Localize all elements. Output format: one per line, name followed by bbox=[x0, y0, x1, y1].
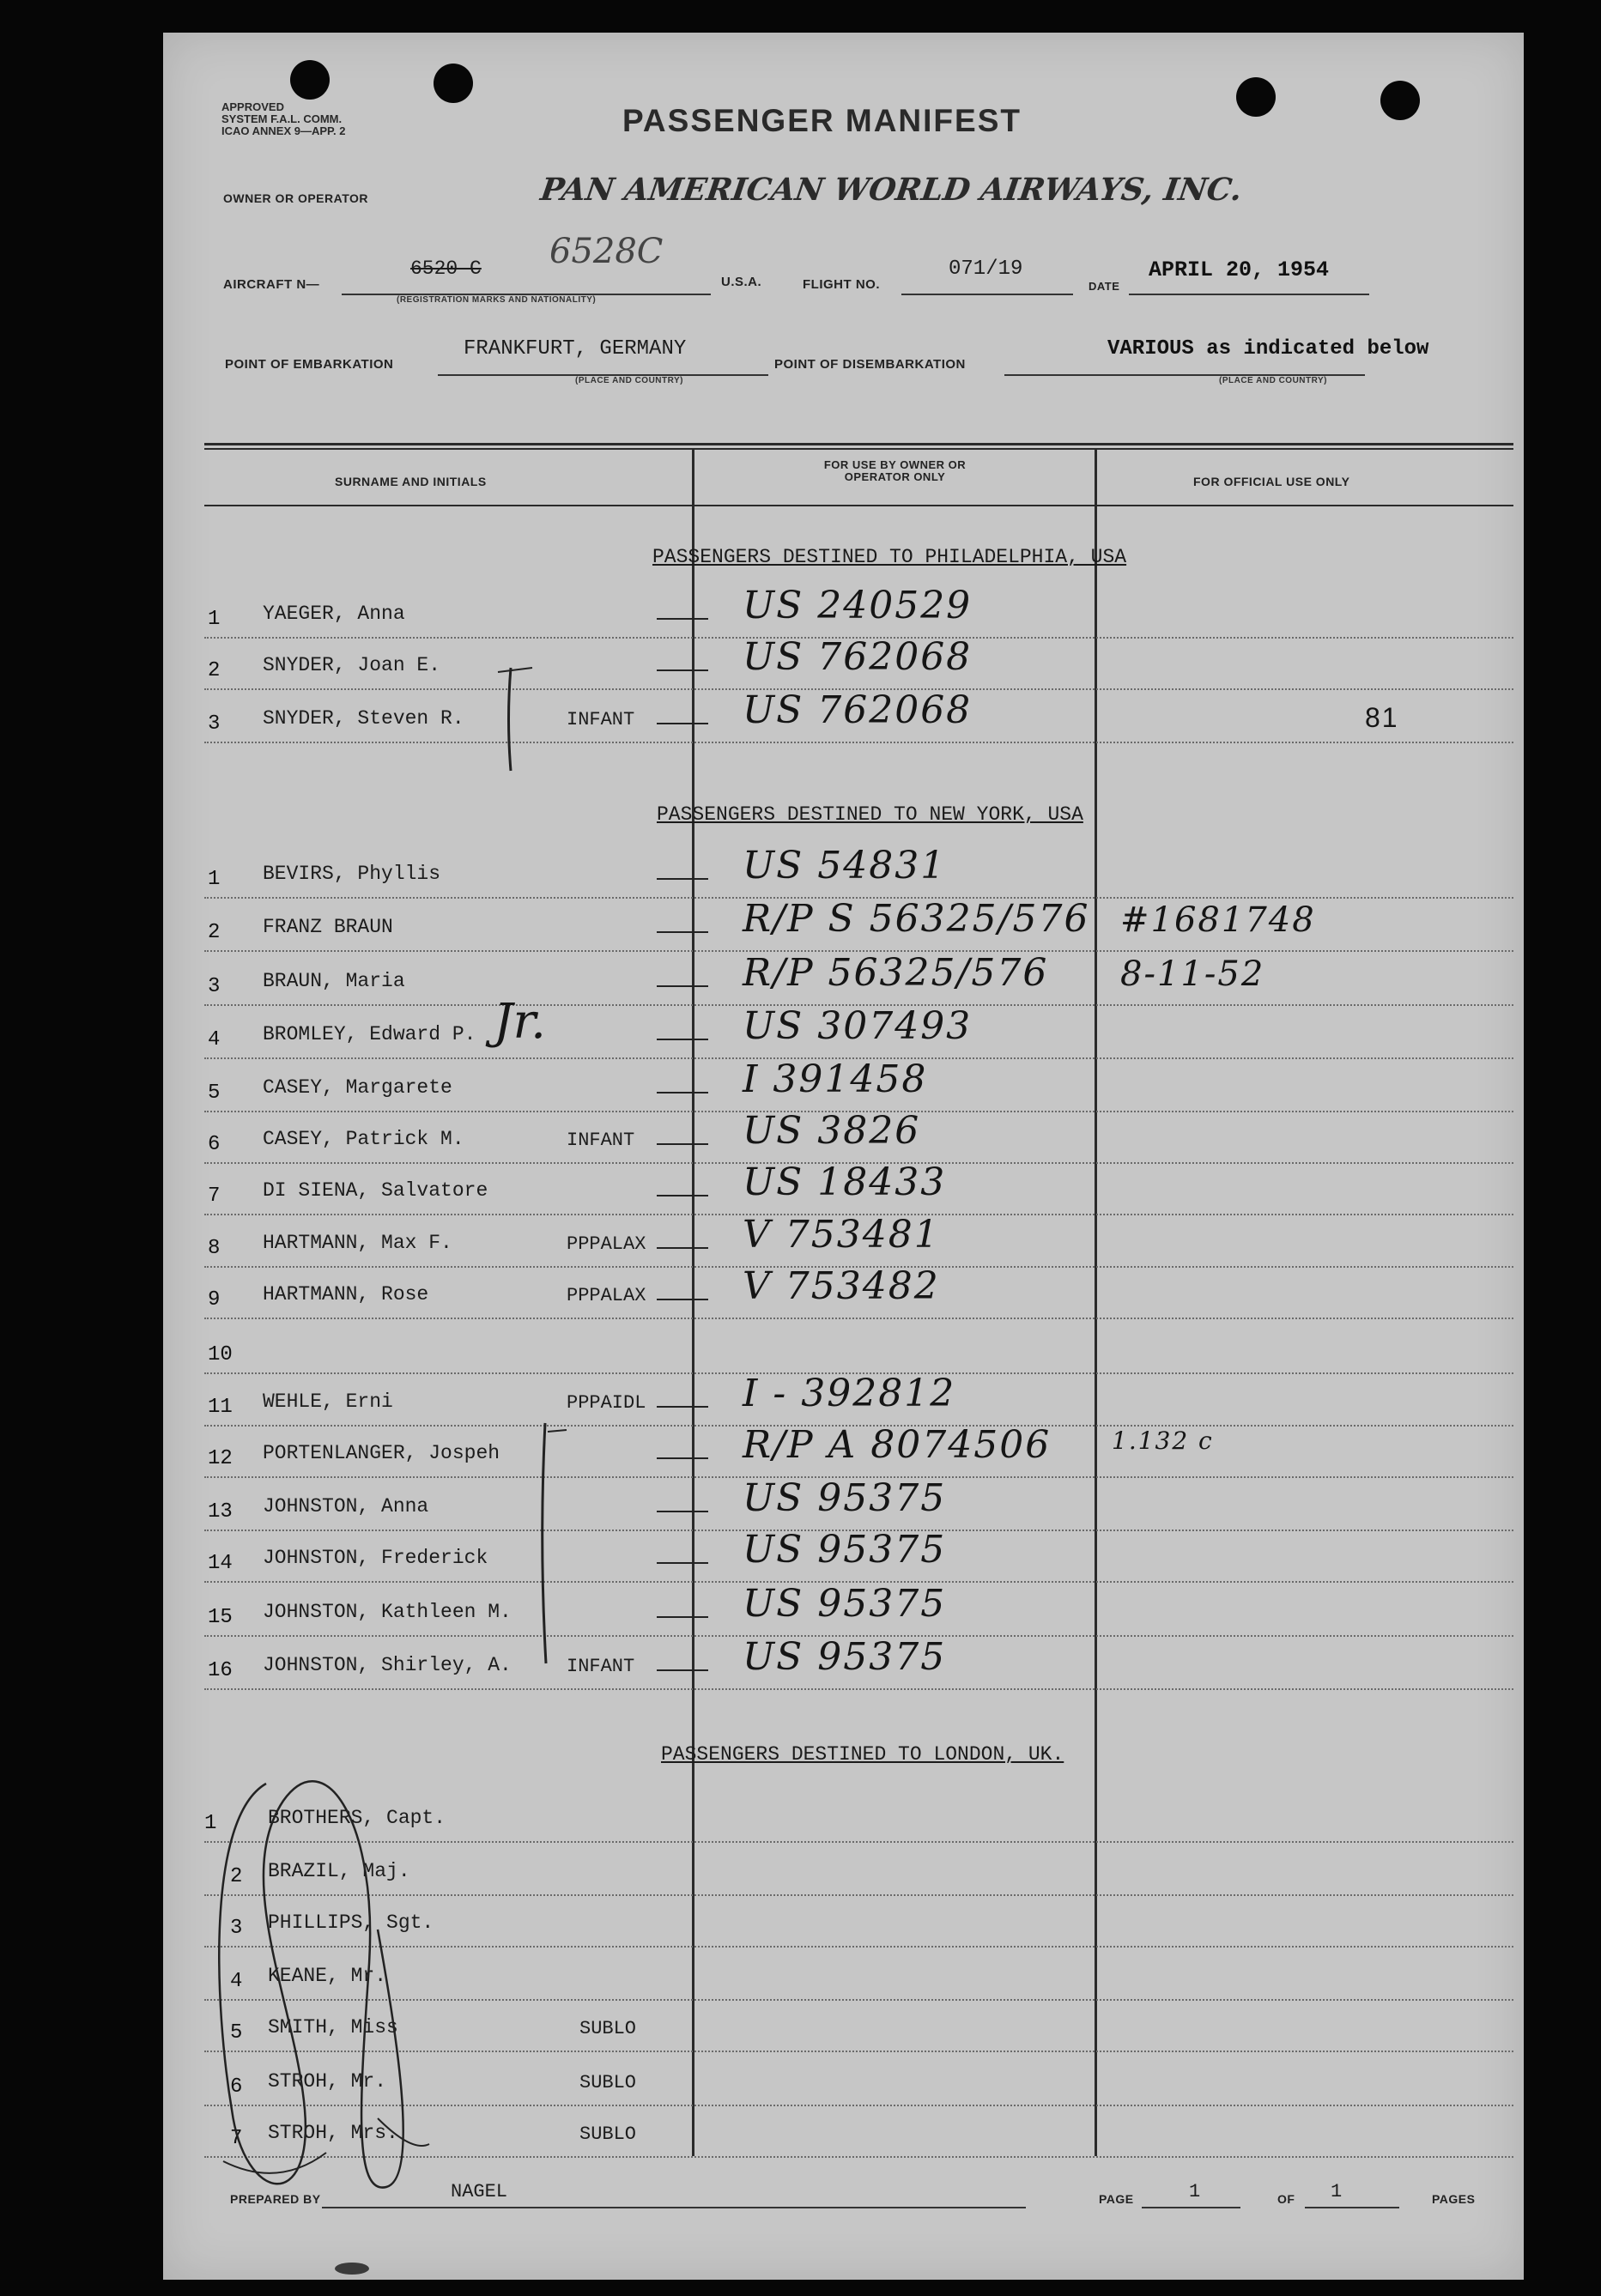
row-number: 3 bbox=[230, 1917, 243, 1940]
passenger-name: BROTHERS, Capt. bbox=[268, 1807, 446, 1829]
passenger-name: JOHNSTON, Kathleen M. bbox=[263, 1601, 512, 1623]
row-number: 14 bbox=[208, 1552, 233, 1575]
row-number: 10 bbox=[208, 1343, 233, 1366]
aircraft-struck-value: 6520 C bbox=[410, 257, 482, 280]
passenger-name: BRAZIL, Maj. bbox=[268, 1860, 410, 1882]
row-number: 1 bbox=[208, 868, 221, 891]
passenger-name: JOHNSTON, Anna bbox=[263, 1495, 429, 1518]
passenger-status: SUBLO bbox=[579, 2018, 637, 2039]
passenger-name: BRAUN, Maria bbox=[263, 970, 405, 992]
row-number: 9 bbox=[208, 1288, 221, 1312]
bromley-suffix: Jr. bbox=[494, 994, 546, 1050]
aircraft-caption: (REGISTRATION MARKS AND NATIONALITY) bbox=[397, 295, 597, 305]
row-number: 5 bbox=[230, 2021, 243, 2045]
passenger-status: INFANT bbox=[567, 1130, 635, 1151]
page-value: 1 bbox=[1189, 2181, 1201, 2202]
row-number: 5 bbox=[208, 1081, 221, 1105]
row-number: 12 bbox=[208, 1447, 233, 1470]
passport-number: US 762068 bbox=[743, 635, 973, 679]
of-label: OF bbox=[1277, 2192, 1295, 2206]
passport-number: R/P 56325/576 bbox=[743, 951, 1049, 995]
passport-number: US 762068 bbox=[743, 688, 973, 732]
passenger-name: CASEY, Patrick M. bbox=[263, 1128, 464, 1150]
row-number: 3 bbox=[208, 712, 221, 736]
passport-number: US 95375 bbox=[743, 1635, 947, 1679]
official-note: 81 bbox=[1365, 702, 1399, 733]
passenger-status: PPPAIDL bbox=[567, 1392, 646, 1414]
disembarkation-caption: (PLACE AND COUNTRY) bbox=[1219, 376, 1327, 385]
prepared-by-label: PREPARED BY bbox=[230, 2192, 321, 2206]
passenger-name: STROH, Mr. bbox=[268, 2070, 387, 2093]
row-number: 1 bbox=[204, 1812, 217, 1835]
passenger-status: INFANT bbox=[567, 709, 635, 730]
flight-value: 071/19 bbox=[949, 257, 1023, 281]
disembarkation-label: POINT OF DISEMBARKATION bbox=[774, 357, 966, 372]
passport-number: US 240529 bbox=[743, 584, 973, 627]
row-number: 6 bbox=[208, 1133, 221, 1156]
date-label: DATE bbox=[1089, 280, 1120, 293]
section-title: PASSENGERS DESTINED TO LONDON, UK. bbox=[661, 1743, 1064, 1766]
passenger-name: CASEY, Margarete bbox=[263, 1076, 452, 1099]
passport-number: R/P A 8074506 bbox=[743, 1423, 1052, 1467]
row-number: 8 bbox=[208, 1237, 221, 1260]
passenger-name: HARTMANN, Max F. bbox=[263, 1232, 452, 1254]
passenger-name: FRANZ BRAUN bbox=[263, 916, 393, 938]
passport-number: US 307493 bbox=[743, 1004, 973, 1048]
aircraft-handwritten-value: 6528C bbox=[549, 232, 664, 271]
official-note: 1.132 c bbox=[1112, 1427, 1214, 1455]
passenger-status: INFANT bbox=[567, 1656, 635, 1677]
passenger-name: STROH, Mrs. bbox=[268, 2122, 398, 2144]
official-note: #1681748 bbox=[1120, 900, 1316, 940]
row-number: 13 bbox=[208, 1500, 233, 1524]
aircraft-label: AIRCRAFT N— bbox=[223, 277, 320, 292]
approval-line: SYSTEM F.A.L. COMM. bbox=[221, 112, 343, 125]
passport-number: US 95375 bbox=[743, 1582, 947, 1626]
row-number: 2 bbox=[208, 659, 221, 682]
passenger-name: KEANE, Mr. bbox=[268, 1965, 387, 1987]
row-number: 7 bbox=[230, 2127, 243, 2150]
passenger-status: PPPALAX bbox=[567, 1285, 646, 1306]
passport-number: V 753482 bbox=[743, 1264, 940, 1308]
row-number: 11 bbox=[208, 1396, 233, 1419]
row-number: 6 bbox=[230, 2075, 243, 2099]
row-number: 1 bbox=[208, 608, 221, 631]
passport-number: US 3826 bbox=[743, 1109, 921, 1153]
manifest-sheet bbox=[163, 33, 1524, 2280]
pages-label: PAGES bbox=[1432, 2192, 1476, 2206]
printer-mark bbox=[335, 2263, 369, 2275]
handwritten-marks bbox=[163, 33, 1524, 2280]
col-header-surname: SURNAME AND INITIALS bbox=[335, 475, 487, 488]
embarkation-label: POINT OF EMBARKATION bbox=[225, 357, 394, 372]
row-number: 2 bbox=[208, 921, 221, 944]
passenger-status: PPPALAX bbox=[567, 1233, 646, 1255]
passenger-name: SNYDER, Steven R. bbox=[263, 707, 464, 730]
col-header-official-use: FOR OFFICIAL USE ONLY bbox=[1193, 475, 1350, 488]
passport-number: I 391458 bbox=[743, 1057, 928, 1101]
row-number: 3 bbox=[208, 975, 221, 998]
passport-number: US 54831 bbox=[743, 844, 947, 888]
row-number: 15 bbox=[208, 1606, 233, 1629]
page-label: PAGE bbox=[1099, 2192, 1134, 2206]
passenger-name: JOHNSTON, Shirley, A. bbox=[263, 1654, 512, 1676]
passenger-name: YAEGER, Anna bbox=[263, 603, 405, 625]
usa-label: U.S.A. bbox=[721, 275, 762, 289]
prepared-by-value: NAGEL bbox=[451, 2181, 508, 2202]
passenger-name: WEHLE, Erni bbox=[263, 1390, 393, 1413]
passenger-name: HARTMANN, Rose bbox=[263, 1283, 429, 1306]
passport-number: US 95375 bbox=[743, 1476, 947, 1520]
disembarkation-value: VARIOUS as indicated below bbox=[1107, 337, 1429, 360]
row-number: 16 bbox=[208, 1659, 233, 1682]
passenger-name: PORTENLANGER, Jospeh bbox=[263, 1442, 500, 1464]
owner-value: PAN AMERICAN WORLD AIRWAYS, INC. bbox=[538, 172, 1245, 208]
page-title: PASSENGER MANIFEST bbox=[622, 103, 1022, 138]
passport-number: V 753481 bbox=[743, 1213, 940, 1257]
of-value: 1 bbox=[1331, 2181, 1343, 2202]
passport-number: I - 392812 bbox=[743, 1372, 956, 1415]
row-number: 4 bbox=[230, 1970, 243, 1993]
approval-line: ICAO ANNEX 9—APP. 2 bbox=[221, 124, 346, 137]
row-number: 4 bbox=[208, 1028, 221, 1051]
section-title: PASSENGERS DESTINED TO PHILADELPHIA, USA bbox=[652, 546, 1127, 568]
flight-label: FLIGHT NO. bbox=[803, 277, 880, 292]
date-value: APRIL 20, 1954 bbox=[1149, 257, 1330, 282]
passport-number: US 18433 bbox=[743, 1160, 947, 1204]
passenger-name: DI SIENA, Salvatore bbox=[263, 1179, 488, 1202]
row-number: 2 bbox=[230, 1865, 243, 1888]
section-title: PASSENGERS DESTINED TO NEW YORK, USA bbox=[657, 803, 1083, 826]
passenger-name: PHILLIPS, Sgt. bbox=[268, 1911, 434, 1934]
passport-number: US 95375 bbox=[743, 1528, 947, 1572]
passenger-name: BROMLEY, Edward P. bbox=[263, 1023, 476, 1045]
passenger-name: JOHNSTON, Frederick bbox=[263, 1547, 488, 1569]
embarkation-value: FRANKFURT, GERMANY bbox=[464, 337, 687, 360]
passenger-name: SMITH, Miss bbox=[268, 2016, 398, 2039]
passport-number: R/P S 56325/576 bbox=[743, 897, 1090, 941]
embarkation-caption: (PLACE AND COUNTRY) bbox=[575, 376, 683, 385]
col-header-owner-use: FOR USE BY OWNER OR OPERATOR ONLY bbox=[823, 458, 967, 483]
passenger-name: SNYDER, Joan E. bbox=[263, 654, 441, 676]
owner-label: OWNER OR OPERATOR bbox=[223, 191, 368, 205]
passenger-name: BEVIRS, Phyllis bbox=[263, 863, 441, 885]
official-note: 8-11-52 bbox=[1120, 954, 1265, 994]
row-number: 7 bbox=[208, 1184, 221, 1208]
passenger-status: SUBLO bbox=[579, 2072, 637, 2093]
passenger-status: SUBLO bbox=[579, 2123, 637, 2145]
approval-line: APPROVED bbox=[221, 100, 284, 113]
